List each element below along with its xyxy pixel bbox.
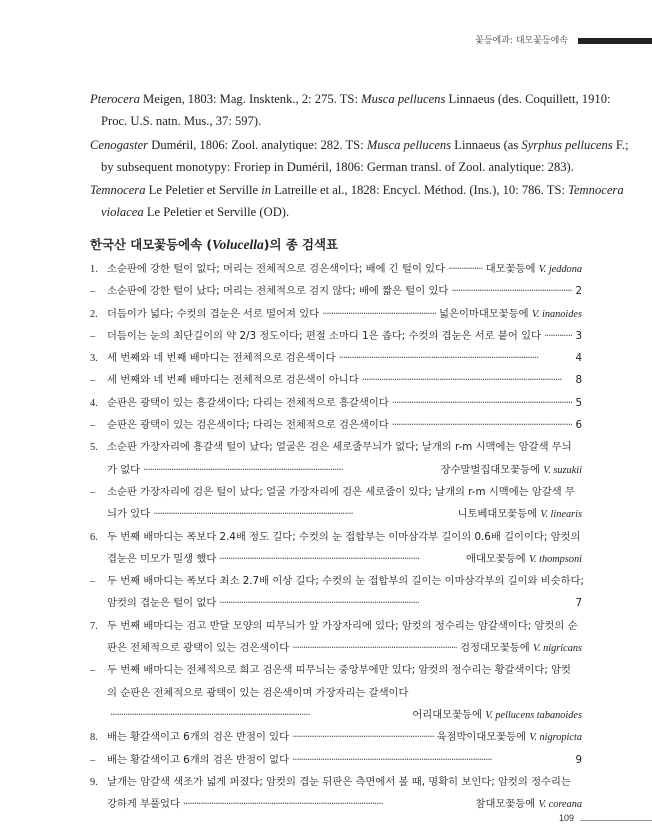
couplet-result <box>575 392 582 414</box>
leader-dots <box>153 503 455 525</box>
reference-text: Linnaeus (des. Coquillett, 1910: <box>445 92 611 106</box>
couplet-result <box>439 303 582 326</box>
result-korean-name: 6 <box>575 419 582 432</box>
leader-dots <box>322 303 436 325</box>
header-bar <box>578 38 652 44</box>
couplet-result <box>441 459 582 482</box>
italic-taxon: Musca pellucens <box>366 138 452 152</box>
couplet-text: 소순판에 강한 털이 났다; 머리는 전체적으로 검지 않다; 배에 짧은 털이 있다 <box>107 285 449 298</box>
reference-text: Duméril, 1806: Zool. analytique: 282. TS: <box>148 138 367 152</box>
leader-dots <box>219 548 463 570</box>
leader-dots <box>544 325 572 347</box>
reference-line <box>90 201 585 223</box>
key-line <box>90 392 582 414</box>
key-line <box>90 704 582 726</box>
couplet-mark: – <box>90 375 96 387</box>
key-line <box>90 637 582 659</box>
result-species-name: V. nigricans <box>532 643 582 655</box>
key-line <box>90 280 582 302</box>
result-korean-name: 애대모꽃등에 <box>466 552 529 565</box>
result-species-name: V. nigropicta <box>529 732 582 744</box>
result-species-name: V. inanoides <box>531 308 582 320</box>
result-korean-name: 장수말벌집대모꽃등에 <box>440 463 544 476</box>
couplet-text: 겹눈은 미모가 밀생 했다 <box>107 552 217 565</box>
key-line <box>90 592 582 614</box>
result-species-name: V. coreana <box>538 799 582 811</box>
couplet-text: 더듬이는 눈의 최단길이의 약 2/3 정도이다; 편절 소마디 1은 좁다; 수컷의 겹눈은 서로 붙어 있다 <box>107 329 541 342</box>
couplet-mark: 4. <box>90 397 98 409</box>
key-line <box>90 682 582 704</box>
leader-dots <box>392 392 573 414</box>
result-korean-name: 대모꽃등에 <box>485 263 539 275</box>
couplet-text: 순판은 광택이 있는 검은색이다; 다리는 전체적으로 검은색이다 <box>107 419 389 432</box>
leader-dots <box>362 369 573 391</box>
key-line <box>90 548 582 570</box>
page-number: 109 <box>559 813 575 823</box>
key-line <box>90 258 582 280</box>
leader-dots <box>292 726 433 748</box>
couplet-mark: 9. <box>90 776 98 788</box>
couplet-result <box>575 325 582 347</box>
couplet-text: 강하게 부풀었다 <box>107 798 180 811</box>
result-species-name: V. pellucens tabanoides <box>485 709 582 721</box>
couplet-text: 소순판 가장자리에 검은 털이 났다; 얼굴 가장자리에 검은 세로줄이 있다; 날개의 r-m 시맥에는 암갈색 무 <box>107 485 575 498</box>
couplet-result <box>575 592 582 614</box>
reference-text: Linnaeus (as <box>451 138 522 152</box>
result-korean-name: 5 <box>575 396 582 409</box>
couplet-text: 더듬이가 넓다; 수컷의 겹눈은 서로 떨어져 있다 <box>107 307 320 320</box>
section-title <box>90 235 338 253</box>
key-line <box>90 615 582 637</box>
italic-taxon: Cenogaster <box>90 138 149 152</box>
leader-dots <box>219 592 572 614</box>
key-line <box>90 659 582 681</box>
result-korean-name: 검정대모꽃등에 <box>460 642 533 655</box>
italic-taxon: violacea <box>101 205 144 219</box>
reference-line <box>90 88 611 110</box>
reference-line <box>90 110 585 132</box>
key-line <box>90 749 582 771</box>
key-line <box>90 303 582 325</box>
section-title-suffix: )의 종 검색표 <box>263 237 338 252</box>
running-header <box>0 34 652 48</box>
leader-dots <box>451 280 572 302</box>
result-korean-name: 넓은이마대모꽃등에 <box>439 307 532 320</box>
couplet-mark: – <box>90 330 96 342</box>
reference-text: Latreille et al., 1828: Encycl. Méthod. (Ins.), 10: 786. TS: <box>271 183 569 197</box>
leader-dots <box>183 793 473 815</box>
couplet-result <box>575 280 582 302</box>
couplet-text: 늬가 있다 <box>107 508 151 521</box>
result-korean-name: 8 <box>575 374 582 387</box>
key-line <box>90 570 582 592</box>
reference-text: Proc. U.S. natn. Mus., 37: 597). <box>101 114 262 128</box>
couplet-mark: 5. <box>90 442 98 454</box>
reference-line <box>90 134 629 156</box>
key-line <box>90 793 582 815</box>
result-species-name: V. thompsoni <box>528 553 582 565</box>
section-title-prefix: 한국산 대모꽃등에속 ( <box>90 237 213 252</box>
result-korean-name: 참대모꽃등에 <box>475 798 539 811</box>
result-species-name: V. jeddona <box>538 264 582 275</box>
couplet-mark: – <box>90 665 96 677</box>
couplet-result <box>437 726 582 749</box>
italic-taxon: Temnocera <box>90 183 146 197</box>
couplet-text: 두 번째 배마디는 검고 반달 모양의 띠무늬가 앞 가장자리에 있다; 암컷의 정수리는 암갈색이다; 암컷의 순 <box>107 619 578 632</box>
result-korean-name: 3 <box>575 329 582 342</box>
result-korean-name: 7 <box>575 597 582 610</box>
italic-taxon: in <box>261 183 272 197</box>
couplet-text: 배는 황갈색이고 6개의 검은 반점이 있다 <box>107 731 290 744</box>
reference-text: Le Peletier et Serville <box>145 183 262 197</box>
couplet-mark: 8. <box>90 732 98 744</box>
couplet-result <box>575 414 582 436</box>
reference-text: F.; <box>612 138 629 152</box>
reference-line <box>90 179 624 201</box>
reference-line <box>90 156 585 178</box>
couplet-result <box>575 369 582 391</box>
couplet-result <box>466 548 582 571</box>
couplet-text: 세 번째와 네 번째 배마디는 전체적으로 검은색이다 <box>107 352 336 365</box>
result-korean-name: 4 <box>575 352 582 365</box>
leader-dots <box>448 258 483 280</box>
result-korean-name: 육점박이대모꽃등에 <box>436 731 530 744</box>
reference-entry <box>90 88 611 132</box>
footer-rule <box>580 820 652 821</box>
reference-entry <box>90 179 624 223</box>
couplet-mark: 6. <box>90 531 98 543</box>
key-line <box>90 369 582 391</box>
couplet-text: 세 번째와 네 번째 배마디는 전체적으로 검은색이 아니다 <box>107 374 359 387</box>
couplet-text: 두 번째 배마디는 폭보다 최소 2.7배 이상 길다; 수컷의 눈 접합부의 길이는 이마삼각부의 길이와 비슷하다; <box>107 575 584 588</box>
leader-dots <box>110 704 409 726</box>
key-line <box>90 325 582 347</box>
identification-key <box>90 258 582 815</box>
key-line <box>90 459 582 481</box>
leader-dots <box>292 637 457 659</box>
reference-text: Le Peletier et Serville (OD). <box>143 205 290 219</box>
key-line <box>90 436 582 458</box>
couplet-mark: 3. <box>90 353 98 365</box>
reference-entry <box>90 134 629 178</box>
couplet-result <box>412 704 582 727</box>
italic-taxon: Pterocera <box>90 92 140 106</box>
section-title-genus: Volucella <box>212 237 264 252</box>
couplet-mark: 2. <box>90 308 98 320</box>
couplet-result <box>486 258 582 281</box>
result-korean-name: 9 <box>575 753 582 766</box>
italic-taxon: Musca pellucens <box>361 92 446 106</box>
couplet-text: 암컷의 겹눈은 털이 없다 <box>107 597 217 610</box>
couplet-mark: 1. <box>90 264 98 275</box>
result-korean-name: 어리대모꽃등에 <box>412 708 486 721</box>
couplet-text: 배는 황갈색이고 6개의 검은 반점이 없다 <box>107 753 290 766</box>
couplet-mark: – <box>90 486 96 498</box>
couplet-result <box>575 749 582 771</box>
couplet-text: 순판은 광택이 있는 흥갈색이다; 다리는 전체적으로 흥갈색이다 <box>107 396 389 409</box>
couplet-text: 두 번째 배마디는 폭보다 2.4배 정도 길다; 수컷의 눈 접합부는 이마삼각부 길이의 0.6배 길이이다; 암컷의 <box>107 530 581 543</box>
key-line <box>90 726 582 748</box>
key-line <box>90 526 582 548</box>
couplet-text: 가 없다 <box>107 463 141 476</box>
key-line <box>90 414 582 436</box>
couplet-result <box>575 347 582 369</box>
italic-taxon: Temnocera <box>568 183 624 197</box>
leader-dots <box>392 414 573 436</box>
key-line <box>90 481 582 503</box>
leader-dots <box>292 749 572 771</box>
couplet-mark: 7. <box>90 620 98 632</box>
couplet-text: 두 번째 배마디는 전체적으로 희고 검은색 띠무늬는 중앙부에만 있다; 암컷의 정수리는 황갈색이다; 암컷 <box>107 664 571 677</box>
couplet-text: 의 순판은 전체적으로 광택이 있는 검은색이며 가장자리는 갈색이다 <box>107 686 409 699</box>
result-korean-name: 니토베대모꽃등에 <box>457 508 541 521</box>
key-line <box>90 771 582 793</box>
running-title: 꽃등에과: 대모꽃등에속 <box>475 36 568 46</box>
couplet-mark: – <box>90 286 96 298</box>
result-species-name: V. linearis <box>540 509 582 521</box>
key-line <box>90 347 582 369</box>
couplet-text: 날개는 암갈색 색조가 넓게 퍼졌다; 암컷의 겹눈 뒤판은 측면에서 볼 때, 명확히 보인다; 암컷의 정수리는 <box>107 775 571 788</box>
couplet-mark: – <box>90 754 96 766</box>
couplet-mark: – <box>90 576 96 588</box>
couplet-text: 소순판 가장자리에 흥갈색 털이 났다; 얼굴은 검은 세로줄무늬가 없다; 날개의 r-m 시맥에는 암갈색 무늬 <box>107 441 572 454</box>
result-species-name: V. suzukii <box>543 464 582 476</box>
couplet-mark: – <box>90 420 96 432</box>
leader-dots <box>339 347 573 369</box>
result-korean-name: 2 <box>575 285 582 298</box>
italic-taxon: Syrphus pellucens <box>521 138 613 152</box>
key-line <box>90 503 582 525</box>
couplet-result <box>460 637 582 660</box>
leader-dots <box>143 459 437 481</box>
reference-text: by subsequent monotypy: Froriep in Duméril, 1806: German transl. of Zool. analytique: 283). <box>101 160 574 174</box>
couplet-result <box>458 503 582 526</box>
couplet-text: 소순판에 강한 털이 없다; 머리는 전체적으로 검은색이다; 배에 긴 털이 있다 <box>107 263 446 275</box>
reference-text: Meigen, 1803: Mag. Insktenk., 2: 275. TS: <box>139 92 362 106</box>
couplet-text: 판은 전체적으로 광택이 있는 검은색이다 <box>107 642 290 655</box>
